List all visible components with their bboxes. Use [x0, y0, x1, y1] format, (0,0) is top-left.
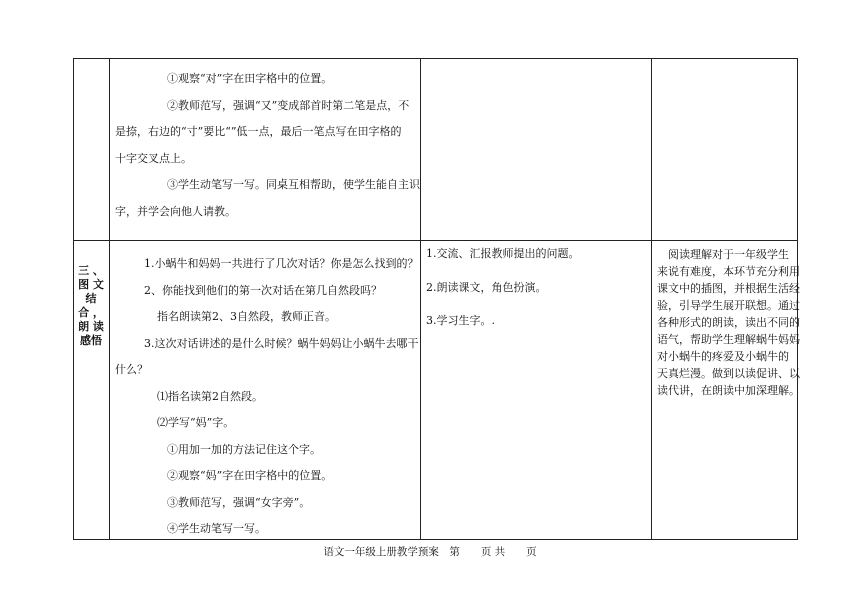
stage-heading-line: 感悟: [80, 334, 102, 347]
design-note-line: 语气，帮助学生理解蜗牛妈妈: [657, 333, 800, 346]
design-note-line: 阅读理解对于一年级学生: [668, 248, 789, 261]
teacher-activity-line: 1.小蜗牛和妈妈一共进行了几次对话？你是怎么找到的？: [144, 257, 419, 270]
teacher-activity-line: ③教师范写，强调“女字旁”。: [167, 496, 311, 509]
teacher-activity-line: 什么？: [115, 363, 148, 376]
student-activity-line: 2.朗读课文，角色扮演。: [426, 281, 547, 294]
row1-teacher-line: 字，并学会向他人请教。: [115, 205, 236, 218]
design-note-line: 课文中的插图，并根据生活经: [657, 282, 800, 295]
stage-heading-line: 合 ，: [78, 306, 104, 319]
row1-teacher-line: 十字交叉点上。: [115, 152, 192, 165]
col-divider-3: [651, 58, 652, 540]
teacher-activity-line: 2、你能找到他们的第一次对话在第几自然段吗？: [144, 284, 382, 297]
design-note-line: 读代讲，在朗读中加深理解。: [657, 384, 800, 397]
stage-heading-line: 图 文: [78, 278, 104, 291]
teacher-activity-line: 指名朗读第2、3自然段，教师正音。: [157, 310, 336, 323]
design-note-line: 对小蜗牛的疼爱及小蜗牛的: [657, 350, 789, 363]
teacher-activity-line: ①用加一加的方法记住这个字。: [167, 443, 321, 456]
col-divider-1: [109, 58, 110, 540]
student-activity-line: 1.交流、汇报教师提出的问题。: [426, 247, 580, 260]
stage-heading-line: 结: [85, 292, 97, 305]
stage-heading-line: 朗 读: [78, 320, 104, 333]
design-note-line: 来说有难度，本环节充分利用: [657, 265, 800, 278]
teacher-activity-line: ⑵学写“妈”字。: [157, 416, 235, 429]
row1-teacher-line: ①观察“对”字在田字格中的位置。: [167, 72, 333, 85]
row1-teacher-line: 是捺，右边的“寸”要比“”低一点，最后一笔点写在田字格的: [115, 125, 402, 138]
student-activity-line: 3.学习生字。.: [426, 314, 495, 327]
stage-heading-line: 三 、: [78, 264, 104, 277]
design-note-line: 各种形式的朗读，读出不同的: [657, 316, 800, 329]
col-divider-2: [420, 58, 421, 540]
row1-teacher-line: ②教师范写，强调“又”变成部首时第二笔是点，不: [167, 99, 410, 112]
design-note-line: 天真烂漫。做到以读促讲、以: [657, 367, 800, 380]
page-footer: 语文一年级上册教学预案 第 页 共 页: [323, 546, 537, 558]
table-left-border: [73, 58, 74, 540]
teacher-activity-line: ⑴指名读第2自然段。: [157, 390, 263, 403]
teacher-activity-line: ④学生动笔写一写。: [167, 522, 266, 535]
row1-teacher-line: ③学生动笔写一写。同桌互相帮助，使学生能自主识: [167, 178, 420, 191]
teacher-activity-line: ②观察“妈”字在田字格中的位置。: [167, 469, 333, 482]
table-top-border: [73, 58, 798, 59]
table-bottom-border: [73, 539, 798, 540]
teacher-activity-line: 3.这次对话讲述的是什么时候？蜗牛妈妈让小蜗牛去哪干: [144, 337, 419, 350]
design-note-line: 验，引导学生展开联想。通过: [657, 299, 800, 312]
row-divider: [73, 240, 798, 241]
